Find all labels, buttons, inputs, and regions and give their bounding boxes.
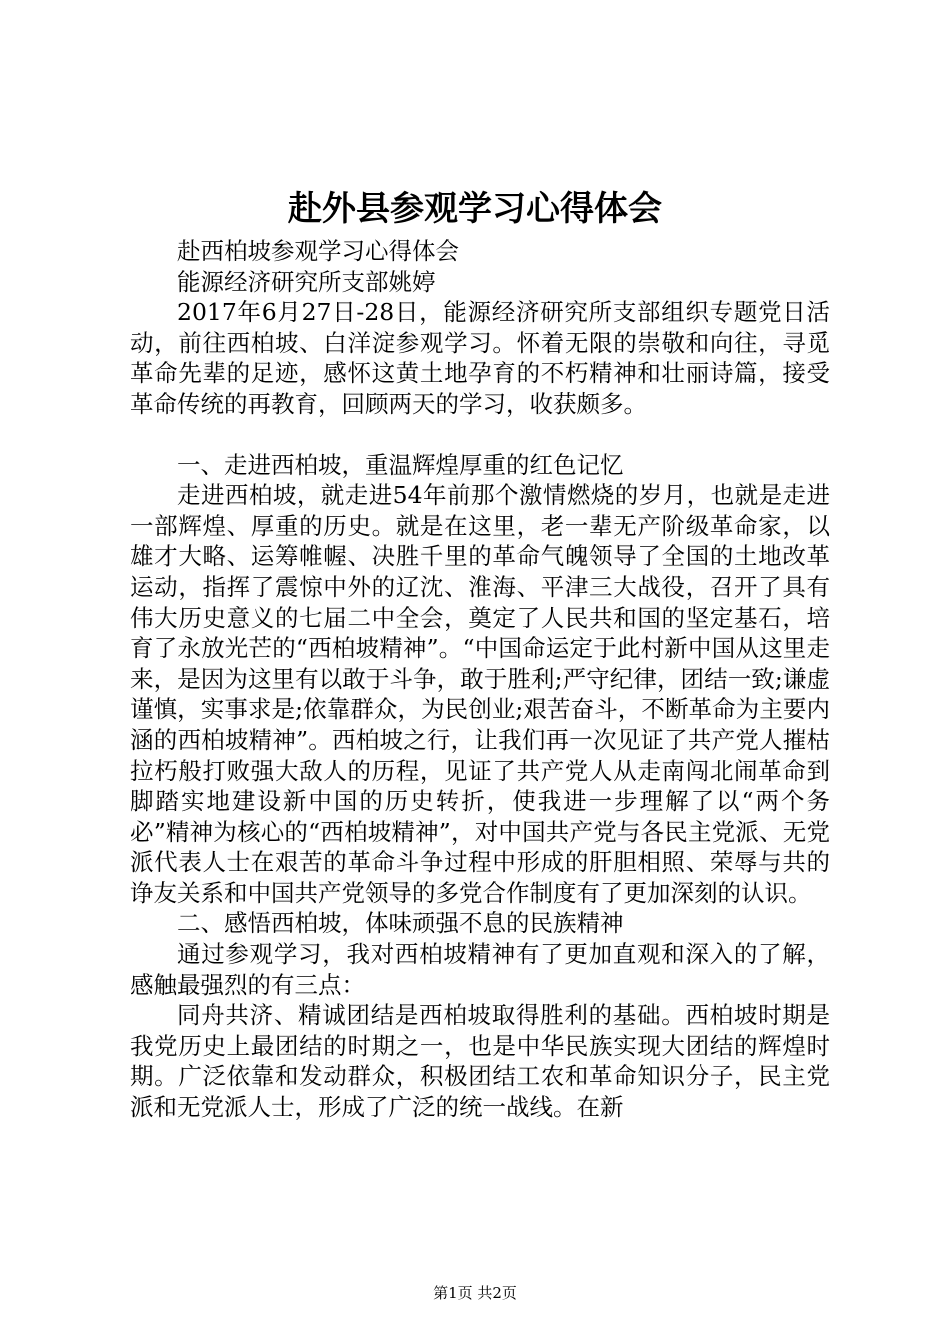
document-title: 赴外县参观学习心得体会	[288, 189, 662, 229]
document-body	[130, 236, 830, 1123]
section-2-paragraph-1: 通过参观学习，我对西柏坡精神有了更加直观和深入的了解，感触最强烈的有三点：	[130, 940, 830, 999]
section-2-paragraph-2: 同舟共济、精诚团结是西柏坡取得胜利的基础。西柏坡时期是我党历史上最团结的时期之一，也是中华民族实现大团结的辉煌时期。广泛依靠和发动群众，积极团结工农和革命知识分子，民主党派和无党派人士，形成了广泛的统一战线。在新	[130, 1001, 830, 1122]
intro-paragraph: 2017年6月27日-28日，能源经济研究所支部组织专题党日活动，前往西柏坡、白洋淀参观学习。怀着无限的崇敬和向往，寻觅革命先辈的足迹，感怀这黄土地孕育的不朽精神和壮丽诗篇，接受革命传统的再教育，回顾两天的学习，收获颇多。	[130, 298, 830, 418]
author-line: 能源经济研究所支部姚婷	[177, 267, 436, 296]
page-footer: 第1页 共2页	[433, 1284, 517, 1302]
section-heading-2: 二、感悟西柏坡，体味顽强不息的民族精神	[177, 909, 624, 938]
section-heading-1: 一、走进西柏坡，重温辉煌厚重的红色记忆	[177, 450, 624, 479]
subtitle: 赴西柏坡参观学习心得体会	[177, 237, 459, 265]
section-1-paragraph: 走进西柏坡，就走进54年前那个激情燃烧的岁月，也就是走进一部辉煌、厚重的历史。就是在这里，老一辈无产阶级革命家，以雄才大略、运筹帷幄、决胜千里的革命气魄领导了全国的土地改革运动，指挥了震惊中外的辽沈、淮海、平津三大战役，召开了具有伟大历史意义的七届二中全会，奠定了人民共和国的坚定基石，培育了永放光芒的“西柏坡精神”。“中国命运定于此村新中国从这里走来，是因为这里有以敢于斗争，敢于胜利;严守纪律，团结一致;谦虚谨慎，实事求是;依靠群众，为民创业;艰苦奋斗，不断革命为主要内涵的西柏坡精神”。西柏坡之行，让我们再一次见证了共产党人摧枯拉朽般打败强大敌人的历程，见证了共产党人从走南闯北闹革命到脚踏实地建设新中国的历史转折，使我进一步理解了以“两个务必”精神为核心的“西柏坡精神”，对中国共产党与各民主党派、无党派代表人士在艰苦的革命斗争过程中形成的肝胆相照、荣辱与共的诤友关系和中国共产党领导的多党合作制度有了更加深刻的认识。	[130, 481, 830, 907]
